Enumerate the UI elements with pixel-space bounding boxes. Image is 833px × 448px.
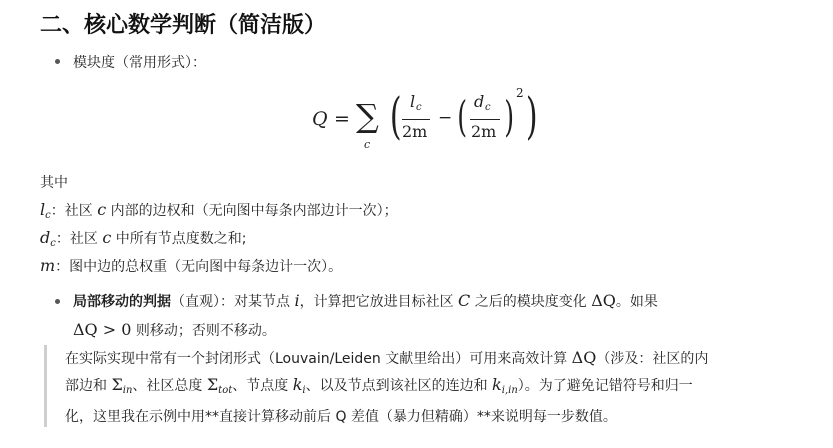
- quote-t6: 、以及节点到该社区的连边和: [305, 378, 493, 394]
- sigma-in-sub: in: [122, 385, 133, 396]
- quote-t5: 、节点度: [232, 378, 293, 394]
- sigma-tot: Σ: [206, 375, 219, 394]
- blockquote-note: [44, 345, 789, 427]
- dc-text1: ：社区: [55, 231, 103, 247]
- bullet2-t2: ，计算把它放进目标社区: [299, 294, 459, 310]
- quote-t3: 部边和: [65, 378, 112, 394]
- bullet2-t3: 之后的模块度变化: [470, 294, 592, 310]
- node-i: i: [294, 291, 300, 310]
- sigma-tot-sub: tot: [218, 385, 233, 396]
- bullet-dot: [55, 299, 60, 304]
- bullet-modularity: [73, 52, 206, 72]
- section-heading: 二、核心数学判断（简洁版）: [40, 13, 327, 38]
- quote-t2: （涉及：社区的内: [596, 351, 709, 367]
- fraction-bar-1: [402, 119, 430, 120]
- bullet2-t1: （直观）：对某节点: [171, 294, 295, 310]
- lc-text1: ：社区: [50, 203, 98, 219]
- dc-symbol: d: [40, 228, 51, 247]
- gt-zero: > 0: [97, 320, 132, 339]
- quote-t8: 化，这里我在示例中用**直接计算移动前后 Q 差值（暴力但精确）**来说明每一步数值。: [65, 409, 617, 425]
- formula-den1: 2m: [402, 122, 428, 141]
- formula-num2: d: [474, 92, 485, 111]
- k-i: k: [292, 375, 303, 394]
- def-lc: [40, 200, 398, 221]
- formula-lparen-inner: (: [457, 92, 468, 141]
- k-i-in: k: [492, 375, 502, 394]
- def-dc: [40, 228, 246, 249]
- where-label: 其中: [40, 175, 68, 191]
- quote-t4: 、社区总度: [132, 378, 207, 394]
- formula-num2-sub: c: [485, 102, 491, 113]
- lc-symbol: l: [40, 200, 46, 219]
- sigma-in: Σ: [111, 375, 123, 394]
- fraction-bar-2: [470, 119, 500, 120]
- bullet2-t5: 则移动；否则不移动。: [131, 323, 276, 339]
- formula-sum: ∑: [356, 97, 379, 135]
- formula-sum-index: c: [364, 138, 371, 151]
- bullet-dot: [55, 59, 60, 64]
- dc-text2: 中所有节点度数之和;: [111, 231, 247, 247]
- lc-c: c: [97, 200, 107, 219]
- dc-c: c: [102, 228, 112, 247]
- formula-rparen-inner: ): [504, 92, 515, 141]
- formula-minus: −: [438, 108, 453, 128]
- formula-num1-sub: c: [416, 102, 422, 113]
- quote-t1: 在实际实现中常有一个封闭形式（Louvain/Leiden 文献里给出）可用来高效计算: [65, 351, 572, 367]
- lc-text2: 内部的边权和（无向图中每条内部边计一次）；: [106, 203, 398, 219]
- def-m: [40, 256, 342, 276]
- lc-subscript: c: [45, 210, 51, 221]
- k-i-sub: i: [302, 385, 306, 396]
- formula-equals: =: [334, 108, 350, 130]
- formula-lparen-outer: (: [389, 87, 402, 145]
- quote-delta-q: ΔQ: [571, 348, 597, 367]
- bullet2-t4: 。如果: [615, 294, 658, 310]
- dc-subscript: c: [50, 238, 56, 249]
- bullet-text: 模块度（常用形式）：: [73, 55, 206, 71]
- m-text: ：图中边的总权重（无向图中每条边计一次）。: [55, 259, 343, 275]
- formula-rparen-outer: ): [525, 87, 538, 145]
- k-i-in-sub: i,in: [501, 385, 518, 396]
- delta-q-2: ΔQ: [73, 320, 98, 339]
- formula-num1: l: [410, 92, 416, 111]
- bullet2-bold: 局部移动的判据: [73, 294, 171, 310]
- m-symbol: m: [40, 256, 56, 275]
- delta-q: ΔQ: [591, 291, 616, 310]
- community-C: C: [458, 291, 471, 310]
- modularity-formula: [310, 88, 550, 160]
- formula-power: 2: [516, 86, 524, 100]
- quote-t7: ）。为了避免记错符号和归一: [517, 378, 693, 394]
- bullet-local-move: [73, 287, 793, 345]
- formula-den2: 2m: [471, 122, 497, 141]
- formula-q: Q: [312, 108, 328, 130]
